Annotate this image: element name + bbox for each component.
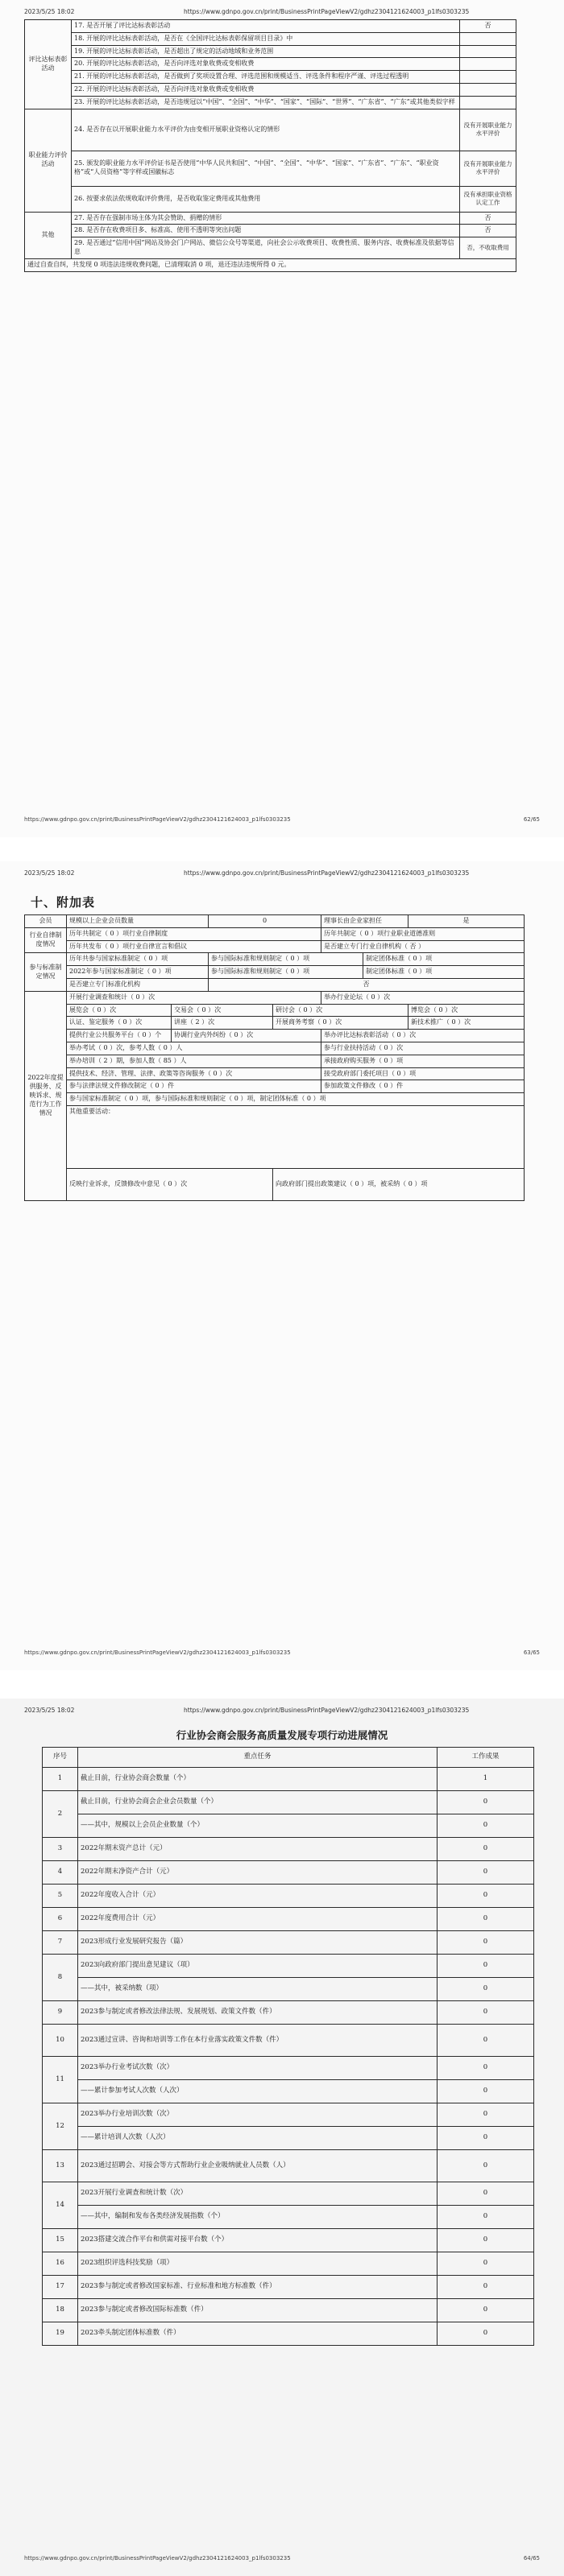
table-row — [25, 1030, 525, 1042]
table-row — [25, 1080, 525, 1093]
table-row — [25, 58, 516, 71]
table-row — [43, 1955, 534, 1978]
table-row — [43, 2001, 534, 2025]
cell: 是 — [408, 915, 525, 928]
cell: 接受政府部门委托项目（ 0 ）项 — [321, 1067, 525, 1080]
cell: 反映行业诉求，反馈修改中意见（ 0 ）次 — [67, 1168, 273, 1200]
table-row — [25, 151, 516, 186]
table-row — [43, 2057, 534, 2080]
table-row — [43, 2322, 534, 2346]
table-cell: 0 — [438, 2182, 534, 2206]
cell: 制定团体标准（ 0 ）项 — [363, 953, 525, 966]
cell: 规模以上企业会员数量 — [67, 915, 209, 928]
cell: 提供技术、经济、管理、法律、政策等咨询服务（ 0 ）次 — [67, 1067, 321, 1080]
table-cell: 0 — [438, 2127, 534, 2150]
cell: 参与国际标准和规则制定（ 0 ）项 — [209, 966, 363, 979]
cell: 举办评比达标表彰活动（ 0 ）次 — [321, 1030, 525, 1042]
answer-cell — [460, 71, 516, 84]
table-row — [43, 1791, 534, 1814]
table-row — [25, 1004, 525, 1017]
table-row — [43, 1931, 534, 1955]
table-cell: 2023参与制定或者修改法律法规、发展规划、政策文件数（件） — [78, 2001, 438, 2025]
table-row — [25, 940, 525, 953]
group-label: 职业能力评价活动 — [25, 109, 72, 212]
table-cell: 0 — [438, 2206, 534, 2229]
print-header — [24, 8, 540, 18]
document-page-64 — [0, 1699, 564, 2576]
table-cell: 2023参与制定或者修改国家标准、行业标准和地方标准数（件） — [78, 2276, 438, 2299]
cell: 参加政策文件修改（ 0 ）件 — [321, 1080, 525, 1093]
table-cell: 12 — [43, 2103, 78, 2150]
cell: 是否建立专门行业自律机构（ 否 ） — [321, 940, 525, 953]
question-cell: 29. 是否通过“信用中国”网站及协会门户网站、微信公众号等渠道，向社会公示收费项目、收费性质、服务内容、收费标准及依据等信息 — [72, 237, 460, 259]
table-row — [43, 2252, 534, 2276]
question-cell: 25. 颁发的职业能力水平评价证书是否使用“中华人民共和国”、“中国”、“全国”、“中华”、“国家”、“广东省”、“广东”、“职业资格”或“人员资格”等字样或国徽标志 — [72, 151, 460, 186]
question-cell: 19. 开展的评比达标表彰活动，是否超出了规定的活动地域和业务范围 — [72, 45, 460, 58]
cell: 其他重要活动： — [67, 1105, 525, 1168]
print-timestamp: 2023/5/25 18:02 — [24, 869, 75, 877]
question-cell: 18. 开展的评比达标表彰活动，是否在《全国评比达标表彰保留项目目录》中 — [72, 32, 460, 45]
table-cell: ——其中，被采纳数（项） — [78, 1978, 438, 2001]
cell: 提供行业公共服务平台（ 0 ）个 — [67, 1030, 172, 1042]
cell: 制定团体标准（ 0 ）项 — [363, 966, 525, 979]
table-cell: ——累计参加考试人次数（人次） — [78, 2080, 438, 2103]
page-title: 行业协会商会服务高质量发展专项行动进展情况 — [176, 1729, 388, 1741]
cell: 新技术推广（ 0 ）次 — [408, 1017, 525, 1030]
table-cell: 2023牵头制定团体标准数（件） — [78, 2322, 438, 2346]
table-row — [25, 237, 516, 259]
table-row — [25, 225, 516, 237]
column-header: 重点任务 — [78, 1748, 438, 1768]
table-cell: 1 — [43, 1768, 78, 1791]
table-cell: 8 — [43, 1955, 78, 2001]
cell: 历年共制定（ 0 ）项行业职业道德准则 — [321, 927, 525, 940]
table-cell: 19 — [43, 2322, 78, 2346]
table-row — [43, 1908, 534, 1931]
table-cell: 2023举办行业考试次数（次） — [78, 2057, 438, 2080]
table-row — [43, 2182, 534, 2206]
table-cell: 0 — [438, 2001, 534, 2025]
table-row — [43, 2150, 534, 2182]
table-row — [25, 20, 516, 33]
table-row — [25, 186, 516, 212]
table-cell: 0 — [438, 2150, 534, 2182]
footer-url: https://www.gdnpo.gov.cn/print/BusinessPrintPageViewV2/gdhz23041216240​03_p1lfs0303235 — [24, 1649, 291, 1656]
table-cell: 0 — [438, 1791, 534, 1814]
cell: 研讨会（ 0 ）次 — [273, 1004, 408, 1017]
table-cell: 2023向政府部门提出意见建议（项） — [78, 1955, 438, 1978]
table-row — [25, 1017, 525, 1030]
appendix-table — [24, 914, 525, 1201]
table-cell: 18 — [43, 2299, 78, 2322]
table-row — [25, 991, 525, 1004]
table-cell: 0 — [438, 2103, 534, 2127]
cell: 展览会（ 0 ）次 — [67, 1004, 172, 1017]
cell: 2022年参与国家标准制定（ 0 ）项 — [67, 966, 209, 979]
cell: 举办考试（ 0 ）次，参考人数（ 0 ）人 — [67, 1042, 321, 1055]
table-cell: 5 — [43, 1885, 78, 1908]
cell: 参与行业扶持活动（ 0 ）次 — [321, 1042, 525, 1055]
cell: 认证、鉴定服务（ 0 ）次 — [67, 1017, 172, 1030]
print-url: https://www.gdnpo.gov.cn/print/BusinessPrintPageViewV2/gdhz23041216240​03_p1lfs0303235 — [184, 1707, 470, 1714]
table-row — [25, 1055, 525, 1067]
table-cell: 0 — [438, 2025, 534, 2057]
table-row — [43, 1885, 534, 1908]
table-row — [43, 1814, 534, 1838]
column-header: 序号 — [43, 1748, 78, 1768]
page-number: 62/65 — [523, 816, 540, 823]
answer-cell — [460, 96, 516, 109]
question-cell: 28. 是否存在收费项目多、标准高、使用不透明等突出问题 — [72, 225, 460, 237]
table-cell: 0 — [438, 1931, 534, 1955]
table-cell: 0 — [438, 1838, 534, 1861]
answer-cell: 没有开展职业能力水平评价 — [460, 109, 516, 151]
document-page-63 — [0, 861, 564, 1670]
summary-cell: 通过自查自纠，共发现 0 项违法违规收费问题，已清理取消 0 项，退还违法违规所得 0 元。 — [25, 258, 516, 271]
cell: 举办行业论坛（ 0 ）次 — [321, 991, 525, 1004]
group-label: 评比达标表彰活动 — [25, 20, 72, 109]
table-cell: 0 — [438, 1861, 534, 1885]
cell: 历年共制定（ 0 ）项行业自律制度 — [67, 927, 321, 940]
answer-cell: 否 — [460, 225, 516, 237]
table-cell: 0 — [438, 2080, 534, 2103]
self-check-table — [24, 19, 516, 272]
progress-table — [42, 1747, 534, 2346]
table-cell: 2022年期末资产总计（元） — [78, 1838, 438, 1861]
table-cell: 2023举办行业培训次数（次） — [78, 2103, 438, 2127]
table-cell: 0 — [438, 1885, 534, 1908]
table-cell: 0 — [438, 2229, 534, 2252]
table-row — [25, 1042, 525, 1055]
cell: 交易会（ 0 ）次 — [172, 1004, 273, 1017]
table-cell: 0 — [438, 2057, 534, 2080]
table-row — [43, 2206, 534, 2229]
table-row — [43, 2025, 534, 2057]
answer-cell: 否 — [460, 20, 516, 33]
table-row — [25, 1093, 525, 1106]
table-row — [43, 1978, 534, 2001]
table-row — [25, 1168, 525, 1200]
section-title: 十、附加表 — [31, 895, 96, 910]
table-cell: 2023通过招聘会、对接会等方式帮助行业企业吸纳就业人员数（人） — [78, 2150, 438, 2182]
print-url: https://www.gdnpo.gov.cn/print/BusinessPrintPageViewV2/gdhz23041216240​03_p1lfs0303235 — [184, 869, 470, 877]
cell: 历年共发布（ 0 ）项行业自律宣言和倡议 — [67, 940, 321, 953]
print-timestamp: 2023/5/25 18:02 — [24, 8, 75, 15]
table-row — [25, 83, 516, 96]
table-header-row — [43, 1748, 534, 1768]
table-row — [43, 1838, 534, 1861]
table-row — [25, 212, 516, 225]
table-cell: 截止目前，行业协会商会数量（个） — [78, 1768, 438, 1791]
row-label: 会员 — [25, 915, 67, 928]
table-row — [43, 2127, 534, 2150]
cell: 开展商务考察（ 0 ）次 — [273, 1017, 408, 1030]
answer-cell: 否 — [460, 212, 516, 225]
question-cell: 26. 按要求依法依规收取评价费用，是否收取鉴定费用或其他费用 — [72, 186, 460, 212]
table-row — [25, 32, 516, 45]
cell: 向政府部门提出政策建议（ 0 ）项，被采纳（ 0 ）项 — [273, 1168, 525, 1200]
question-cell: 17. 是否开展了评比达标表彰活动 — [72, 20, 460, 33]
cell: 举办培训（ 2 ）期，参加人数（ 85 ）人 — [67, 1055, 321, 1067]
table-row — [25, 966, 525, 979]
cell: 博览会（ 0 ）次 — [408, 1004, 525, 1017]
cell: 是否建立专门标准化机构 — [67, 978, 209, 991]
table-row — [25, 71, 516, 84]
page-number: 64/65 — [523, 2555, 540, 2562]
answer-cell — [460, 45, 516, 58]
column-header: 工作成果 — [438, 1748, 534, 1768]
table-cell: 0 — [438, 1908, 534, 1931]
table-cell: 0 — [438, 2252, 534, 2276]
answer-cell — [460, 83, 516, 96]
table-row — [25, 927, 525, 940]
print-footer — [24, 1649, 540, 1659]
table-cell: 14 — [43, 2182, 78, 2229]
table-cell: 10 — [43, 2025, 78, 2057]
question-cell: 27. 是否存在强制市场主体为其会赞助、捐赠的情形 — [72, 212, 460, 225]
question-cell: 21. 开展的评比达标表彰活动，是否做到了奖项设置合理、评选范围和规模适当、评选条件和程序严谨、评选过程透明 — [72, 71, 460, 84]
table-cell: ——累计培训人次数（人次） — [78, 2127, 438, 2150]
answer-cell — [460, 58, 516, 71]
table-cell: 2023通过宣讲、咨询和培训等工作在本行业落实政策文件数（件） — [78, 2025, 438, 2057]
cell: 0 — [209, 915, 321, 928]
table-cell: 2023形成行业发展研究报告（篇） — [78, 1931, 438, 1955]
question-cell: 23. 开展的评比达标表彰活动，是否违规冠以“中国”、“全国”、“中华”、“国家”、“国际”、“世界”、“广东省”、“广东”或其他类似字样 — [72, 96, 460, 109]
table-cell: 6 — [43, 1908, 78, 1931]
row-label: 行业自律制度情况 — [25, 927, 67, 953]
table-cell: 0 — [438, 1978, 534, 2001]
row-label: 参与标准制定情况 — [25, 953, 67, 991]
table-row — [25, 109, 516, 151]
table-row — [25, 953, 525, 966]
table-row — [25, 45, 516, 58]
question-cell: 20. 开展的评比达标表彰活动，是否向评选对象收费或变相收费 — [72, 58, 460, 71]
cell: 协调行业内外纠纷（ 0 ）次 — [172, 1030, 321, 1042]
print-footer — [24, 2555, 540, 2565]
table-cell: 2023参与制定或者修改国际标准数（件） — [78, 2299, 438, 2322]
table-row — [25, 1105, 525, 1168]
cell: 参与法律法规文件修改制定（ 0 ）件 — [67, 1080, 321, 1093]
table-cell: 0 — [438, 2322, 534, 2346]
table-row — [43, 2299, 534, 2322]
answer-cell: 没有开展职业能力水平评价 — [460, 151, 516, 186]
table-row — [25, 96, 516, 109]
group-label: 其他 — [25, 212, 72, 258]
cell: 承接政府购买服务（ 0 ）项 — [321, 1055, 525, 1067]
question-cell: 22. 开展的评比达标表彰活动，是否向评选对象收费或变相收费 — [72, 83, 460, 96]
table-cell: 2023开展行业调查和统计数（次） — [78, 2182, 438, 2206]
print-footer — [24, 816, 540, 826]
table-row — [25, 1067, 525, 1080]
table-cell: 2 — [43, 1791, 78, 1838]
table-cell: 7 — [43, 1931, 78, 1955]
answer-cell: 没有承担职业资格认定工作 — [460, 186, 516, 212]
table-cell: 0 — [438, 1955, 534, 1978]
footer-url: https://www.gdnpo.gov.cn/print/BusinessPrintPageViewV2/gdhz23041216240​03_p1lfs0303235 — [24, 816, 291, 823]
print-url: https://www.gdnpo.gov.cn/print/BusinessPrintPageViewV2/gdhz23041216240​03_p1lfs0303235 — [184, 8, 470, 15]
table-cell: 1 — [438, 1768, 534, 1791]
table-cell: 截止目前，行业协会商会企业会员数量（个） — [78, 1791, 438, 1814]
answer-cell: 否，不收取费用 — [460, 237, 516, 259]
print-header — [24, 869, 540, 879]
table-row — [43, 2103, 534, 2127]
cell: 参与国家标准制定（ 0 ）项，参与国际标准和规则制定（ 0 ）项，制定团体标准（ 0 ）项 — [67, 1093, 525, 1106]
table-cell: 0 — [438, 1814, 534, 1838]
table-cell: ——其中，编制和发布各类经济发展指数（个） — [78, 2206, 438, 2229]
table-cell: 4 — [43, 1861, 78, 1885]
table-cell: 2023搭建交流合作平台和供需对接平台数（个） — [78, 2229, 438, 2252]
table-cell: 15 — [43, 2229, 78, 2252]
table-cell: 13 — [43, 2150, 78, 2182]
print-timestamp: 2023/5/25 18:02 — [24, 1707, 75, 1714]
table-cell: 16 — [43, 2252, 78, 2276]
question-cell: 24. 是否存在以开展职业能力水平评价为由变相开展职业资格认定的情形 — [72, 109, 460, 151]
table-row — [43, 1768, 534, 1791]
table-cell: 9 — [43, 2001, 78, 2025]
table-row — [43, 1861, 534, 1885]
cell: 理事长由企业家担任 — [321, 915, 408, 928]
table-cell: 2022年度费用合计（元） — [78, 1908, 438, 1931]
row-label: 2022年度提供服务、反映诉求、规范行为工作情况 — [25, 991, 67, 1200]
table-cell: 0 — [438, 2276, 534, 2299]
table-row — [25, 915, 525, 928]
table-cell: 2022年期末净资产合计（元） — [78, 1861, 438, 1885]
cell: 开展行业调查和统计（ 0 ）次 — [67, 991, 321, 1004]
cell: 历年共参与国家标准制定（ 0 ）项 — [67, 953, 209, 966]
table-row — [43, 2276, 534, 2299]
table-cell: 17 — [43, 2276, 78, 2299]
cell: 讲座（ 2 ）次 — [172, 1017, 273, 1030]
document-page-62 — [0, 0, 564, 837]
print-header — [24, 1707, 540, 1716]
table-row — [25, 978, 525, 991]
table-cell: 11 — [43, 2057, 78, 2103]
table-cell: ——其中，规模以上会员企业数量（个） — [78, 1814, 438, 1838]
table-cell: 2023组织评选科技奖励（项） — [78, 2252, 438, 2276]
footer-url: https://www.gdnpo.gov.cn/print/BusinessPrintPageViewV2/gdhz23041216240​03_p1lfs0303235 — [24, 2555, 291, 2562]
table-cell: 0 — [438, 2299, 534, 2322]
cell: 参与国际标准和规则制定（ 0 ）项 — [209, 953, 363, 966]
table-row — [43, 2080, 534, 2103]
table-cell: 2022年度收入合计（元） — [78, 1885, 438, 1908]
table-row — [25, 258, 516, 271]
table-row — [43, 2229, 534, 2252]
answer-cell — [460, 32, 516, 45]
table-cell: 3 — [43, 1838, 78, 1861]
cell: 否 — [209, 978, 525, 991]
page-number: 63/65 — [523, 1649, 540, 1656]
